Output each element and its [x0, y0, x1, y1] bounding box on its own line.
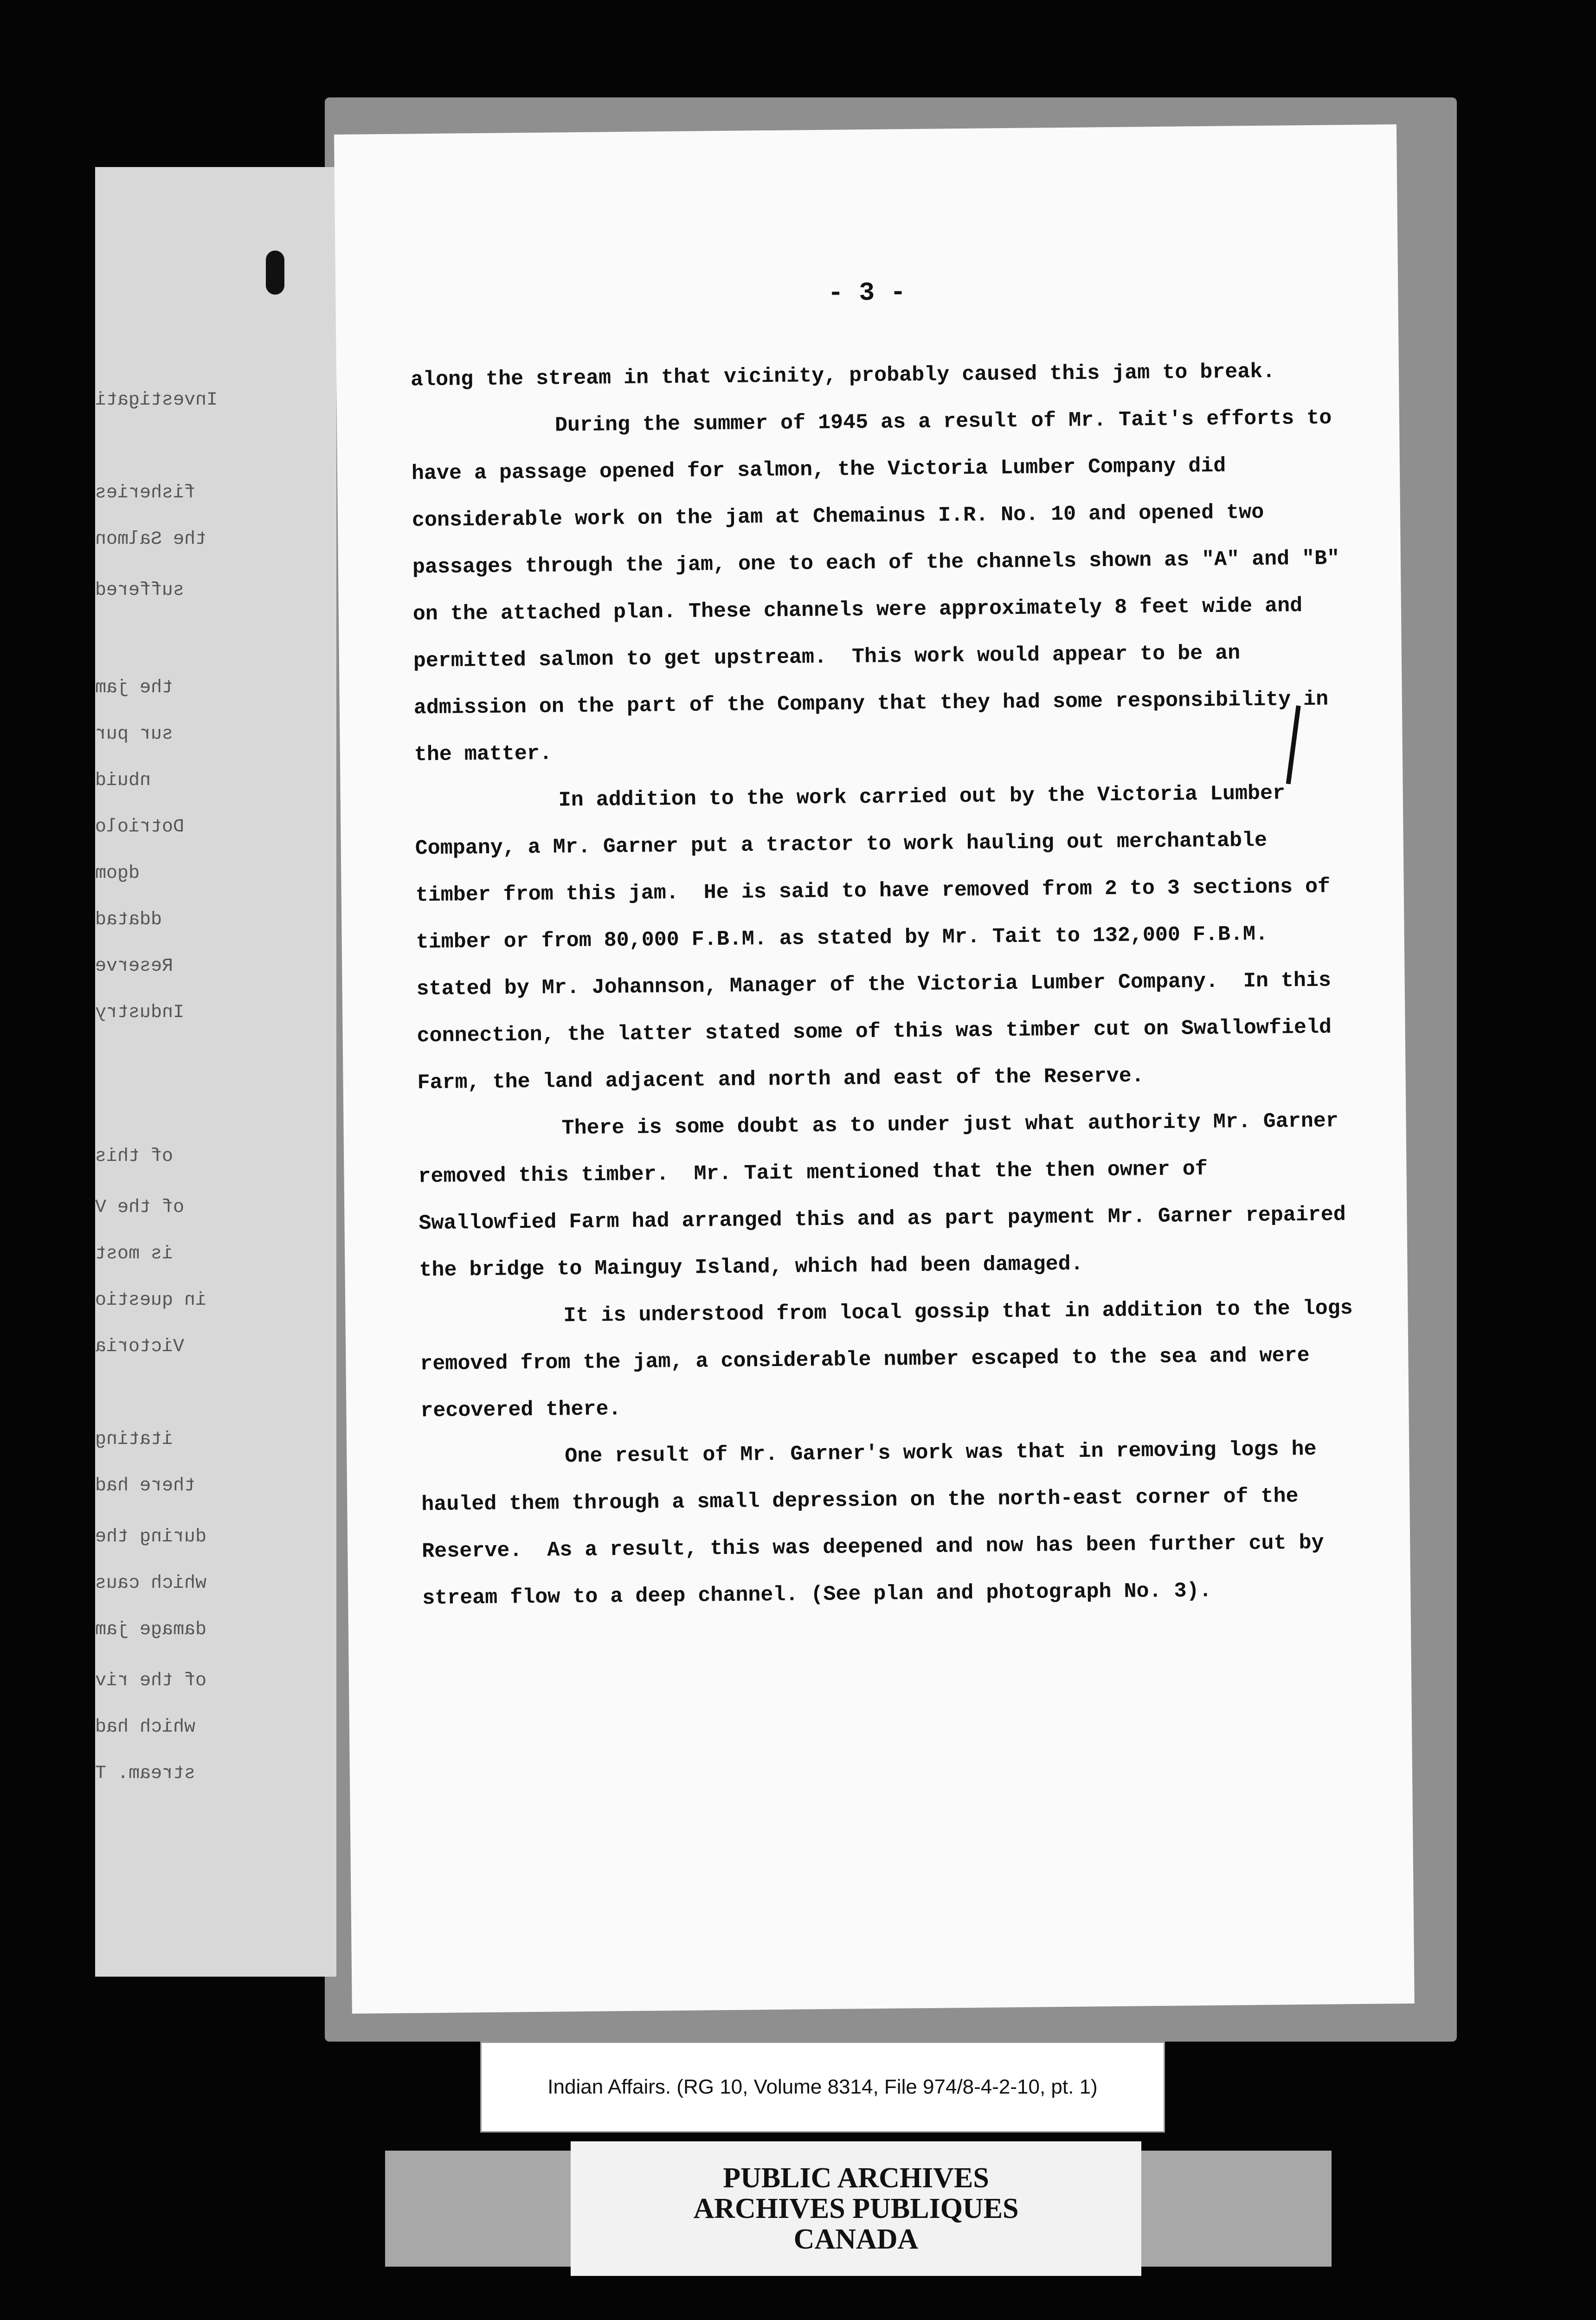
paragraph: There is some doubt as to under just what authority Mr. Garner removed this timber. Mr. Tait mentioned that the then owner of Swallowfied Farm had arranged this and as part payment Mr. Garner repaired the bridge to Mainguy Island, which had been damaged.	[418, 1109, 1359, 1282]
underlying-text-line: during the	[95, 1527, 207, 1547]
page-body	[410, 348, 1365, 1622]
binder-clip-mark	[266, 251, 284, 295]
archive-reference-caption: Indian Affairs. (RG 10, Volume 8314, File 974/8-4-2-10, pt. 1)	[480, 2042, 1165, 2133]
underlying-text-line: Investigati	[95, 390, 218, 411]
underlying-text-line: dgom	[95, 863, 140, 884]
underlying-text-line: is most	[95, 1244, 174, 1264]
paragraph: It is understood from local gossip that in addition to the logs removed from the jam, a considerable number escaped to the sea and were recovered there.	[420, 1296, 1365, 1423]
underlying-text-line: itating	[95, 1429, 174, 1450]
underlying-text-line: of the V	[95, 1197, 185, 1218]
underlying-text-line: nbuid	[95, 770, 151, 791]
paragraph: along the stream in that vicinity, probably caused this jam to break.	[410, 360, 1275, 392]
paragraph: One result of Mr. Garner's work was that in removing logs he hauled them through a small depression on the north-east corner of the Reserve. As a result, this was deepened and now has been further cut by stream flow to a deep channel. (See plan and photograph No. 3).	[421, 1437, 1337, 1611]
paragraph: In addition to the work carried out by the Victoria Lumber Company, a Mr. Garner put a tractor to work hauling out merchantable timber from this jam. He is said to have removed from 2 to 3 sections of timber or from 80,000 F.B.M. as stated by Mr. Tait to 132,000 F.B.M. stated by Mr. Johannson, Manager of the Victoria Lumber Company. In this connection, the latter stated some of this was timber cut on Swallowfield Farm, the land adjacent and north and east of the Reserve.	[415, 781, 1345, 1095]
underlying-text-line: of this	[95, 1146, 174, 1167]
underlying-text-line: damage jam	[95, 1619, 207, 1640]
stamp-line: CANADA	[793, 2223, 919, 2255]
underlying-text-line: stream. T	[95, 1763, 196, 1784]
underlying-page	[95, 167, 336, 1977]
underlying-text-line: there had	[95, 1476, 196, 1496]
underlying-text-line: sur pur	[95, 724, 174, 745]
underlying-text-line: Industry	[95, 1002, 185, 1023]
underlying-text-line: the Salmon	[95, 529, 207, 550]
underlying-text-line: suffered	[95, 580, 185, 601]
underlying-text-line: fisheries	[95, 483, 196, 503]
underlying-text-line: Victoria	[95, 1336, 185, 1357]
underlying-text-line: the jam	[95, 677, 174, 698]
typewritten-page	[334, 124, 1415, 2014]
underlying-text-line: in questio	[95, 1290, 207, 1311]
stamp-line: ARCHIVES PUBLIQUES	[693, 2193, 1019, 2224]
underlying-text-line: of the riv	[95, 1670, 207, 1691]
underlying-text-line: which had	[95, 1717, 196, 1738]
underlying-text-line: Dotriolo	[95, 817, 185, 838]
stamp-line: PUBLIC ARCHIVES	[723, 2162, 989, 2194]
paragraph: During the summer of 1945 as a result of Mr. Tait's efforts to have a passage opened for salmon, the Victoria Lumber Company did considerable work on the jam at Chemainus I.R. No. 10 and opened two passages through the jam, one to each of the channels shown as "A" and "B" on the attached plan. These channels were approximately 8 feet wide and permitted salmon to get upstream. This work would appear to be an admission on the part of the Company that they had some responsibility in the matter.	[411, 406, 1352, 767]
underlying-text-line: which caus	[95, 1573, 207, 1594]
underlying-text-line: Reserve	[95, 956, 174, 977]
underlying-text-line: ddatad	[95, 909, 162, 930]
page-number: - 3 -	[828, 277, 906, 308]
archives-stamp	[571, 2141, 1141, 2276]
